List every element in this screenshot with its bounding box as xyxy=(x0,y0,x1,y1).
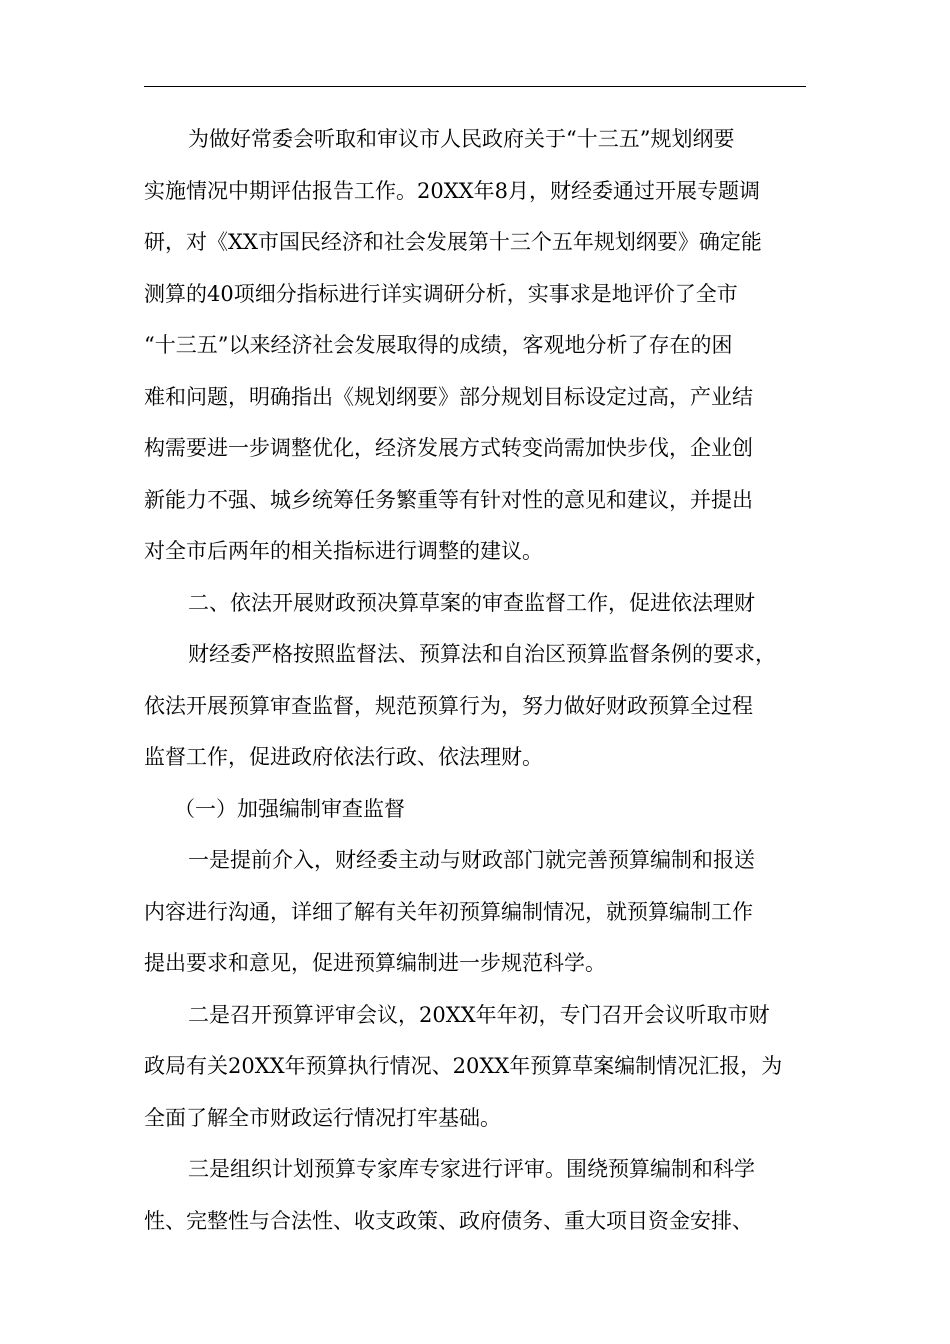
paragraph-line: 监督工作，促进政府依法行政、依法理财。 xyxy=(144,745,543,769)
paragraph-line: 实施情况中期评估报告工作。20XX年8月，财经委通过开展专题调 xyxy=(144,178,760,203)
header-rule xyxy=(144,86,806,87)
paragraph-line: 政局有关20XX年预算执行情况、20XX年预算草案编制情况汇报，为 xyxy=(144,1054,783,1078)
document-body xyxy=(144,114,808,1247)
section-heading: 二、依法开展财政预决算草案的审查监督工作，促进依法理财 xyxy=(188,590,755,615)
paragraph-line: 研，对《XX市国民经济和社会发展第十三个五年规划纲要》确定能 xyxy=(144,230,762,254)
paragraph-line: 三是组织计划预算专家库专家进行评审。围绕预算编制和科学 xyxy=(188,1157,755,1181)
paragraph-line: 一是提前介入，财经委主动与财政部门就完善预算编制和报送 xyxy=(188,848,755,872)
paragraph-line: 新能力不强、城乡统筹任务繁重等有针对性的意见和建议，并提出 xyxy=(144,487,753,512)
paragraph-line: 性、完整性与合法性、收支政策、政府债务、重大项目资金安排、 xyxy=(144,1208,753,1233)
paragraph-line: “十三五”以来经济社会发展取得的成绩，客观地分析了存在的困 xyxy=(144,333,733,357)
paragraph-line: 为做好常委会听取和审议市人民政府关于“十三五”规划纲要 xyxy=(188,127,735,151)
paragraph-line: 财经委严格按照监督法、预算法和自治区预算监督条例的要求， xyxy=(188,642,776,666)
paragraph-line: 难和问题，明确指出《规划纲要》部分规划目标设定过高，产业结 xyxy=(144,384,753,409)
paragraph-line: 内容进行沟通，详细了解有关年初预算编制情况，就预算编制工作 xyxy=(144,899,753,924)
paragraph-line: 二是召开预算评审会议，20XX年年初，专门召开会议听取市财 xyxy=(188,1002,770,1027)
paragraph-line: 全面了解全市财政运行情况打牢基础。 xyxy=(144,1105,501,1130)
paragraph-line: 依法开展预算审查监督，规范预算行为，努力做好财政预算全过程 xyxy=(144,693,753,718)
paragraph-line: 构需要进一步调整优化，经济发展方式转变尚需加快步伐，企业创 xyxy=(144,436,753,460)
subsection-heading: （一）加强编制审查监督 xyxy=(174,796,405,821)
paragraph-line: 提出要求和意见，促进预算编制进一步规范科学。 xyxy=(144,951,606,975)
paragraph-line: 对全市后两年的相关指标进行调整的建议。 xyxy=(144,539,543,563)
paragraph-line: 测算的40项细分指标进行详实调研分析，实事求是地评价了全市 xyxy=(144,281,738,306)
